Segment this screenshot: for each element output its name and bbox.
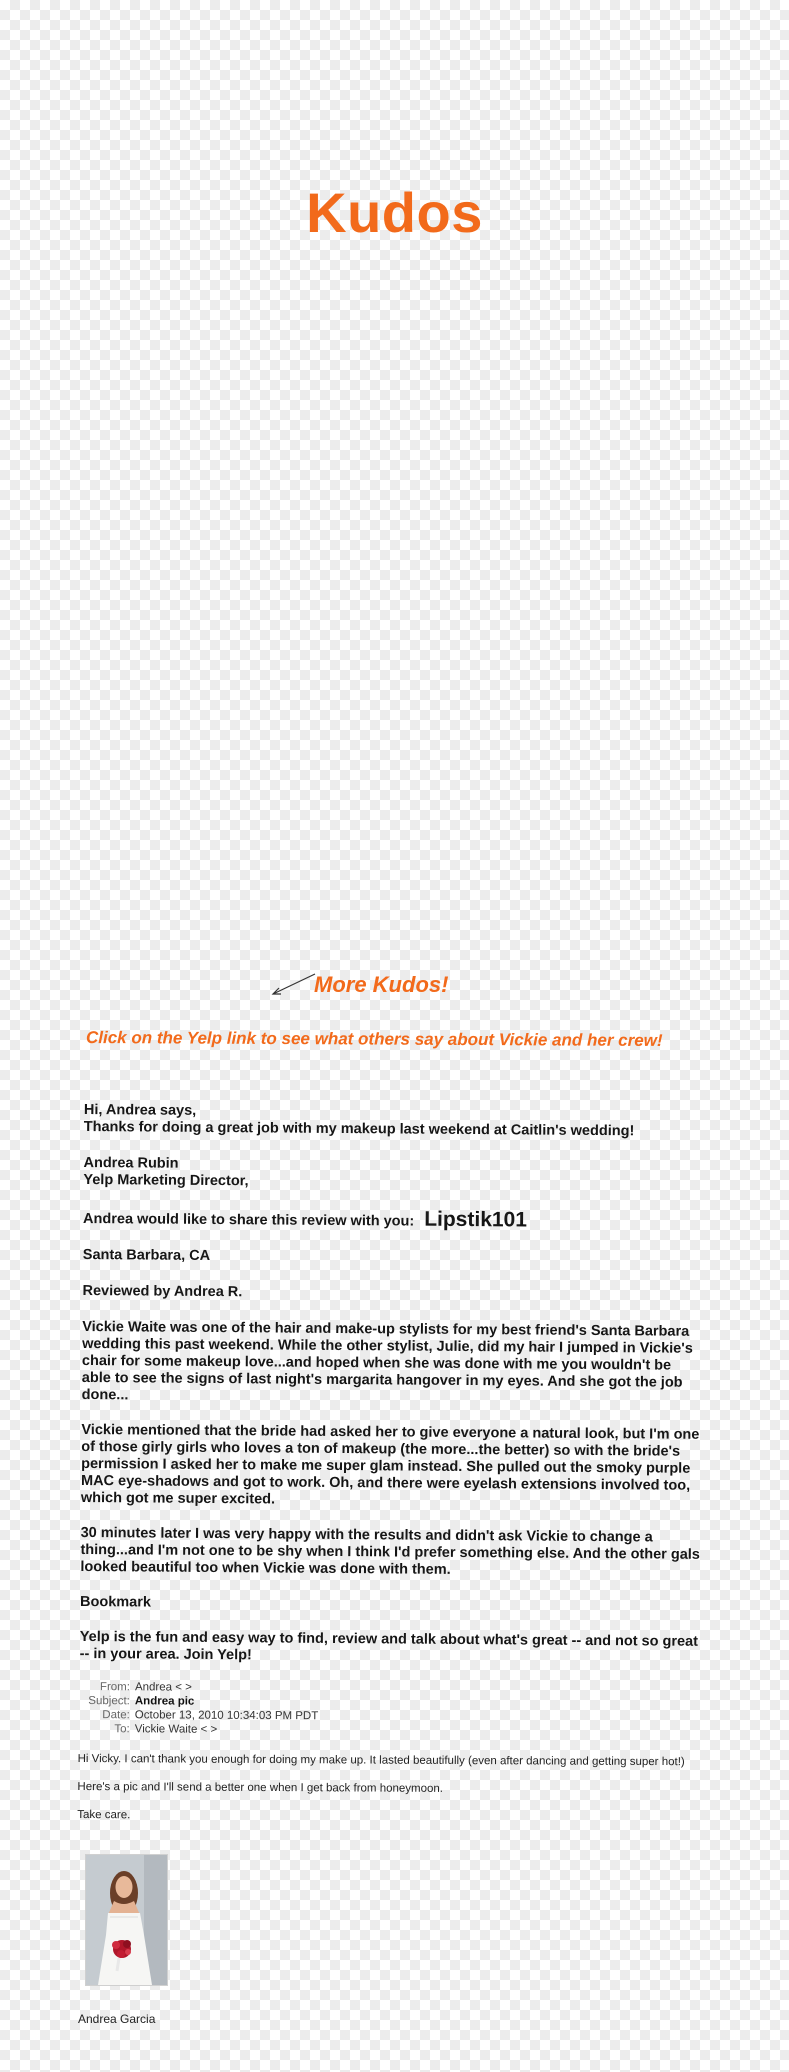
review-thanks: Thanks for doing a great job with my makeup last weekend at Caitlin's wedding! (83, 1118, 635, 1140)
yelp-promo: Yelp is the fun and easy way to find, review and talk about what's great -- and not so great -- in your area. Join Yelp! (79, 1628, 699, 1664)
page-title: Kudos (306, 181, 483, 244)
business-name: Lipstik101 (424, 1207, 528, 1232)
email-date-value: October 13, 2010 10:34:03 PM PDT (134, 1709, 319, 1723)
email-signature: Andrea Garcia (78, 2012, 156, 2026)
reviewed-by: Reviewed by Andrea R. (82, 1282, 243, 1301)
email-from-value: Andrea < > (134, 1681, 192, 1694)
bride-photo (85, 1854, 168, 1986)
bookmark-link[interactable]: Bookmark (80, 1593, 152, 1611)
email-subject-value: Andrea pic (134, 1695, 195, 1708)
sender-title: Yelp Marketing Director, (83, 1171, 249, 1190)
yelp-link[interactable]: Click on the Yelp link to see what others say about Vickie and her crew! (85, 1028, 663, 1051)
share-text: Andrea would like to share this review with you: (83, 1210, 415, 1230)
email-block (77, 1680, 718, 1825)
review-paragraph-2: Vickie mentioned that the bride had asked her to give everyone a natural look, but I'm one of those girly girls who loves a ton of makeup (the more...the better) so with the bride's permission I asked her to make me super glam instead. She pulled out the smoky purple MAC eye-shadows and got to work. Oh, and there were eyelash extensions involved too, which got me super excited. (80, 1421, 700, 1508)
email-body-1: Hi Vicky. I can't thank you enough for doing my make up. It lasted beautifully (even after dancing and getting super hot!) (77, 1752, 685, 1769)
email-subject-label: Subject: (88, 1695, 130, 1708)
email-to-label: To: (114, 1723, 130, 1736)
review-paragraph-3: 30 minutes later I was very happy with the results and didn't ask Vickie to change a thing...and I'm not one to be shy when I think I'd prefer something else. And the other gals looked beautiful too when Vickie was done with them. (80, 1524, 700, 1578)
arrow-icon (268, 970, 318, 1000)
email-body-3: Take care. (77, 1808, 131, 1822)
email-from-label: From: (99, 1681, 130, 1694)
email-date-label: Date: (102, 1709, 130, 1722)
sender-name: Andrea Rubin (83, 1154, 179, 1172)
business-location: Santa Barbara, CA (82, 1246, 211, 1264)
email-to-value: Vickie Waite < > (134, 1723, 218, 1736)
review-paragraph-1: Vickie Waite was one of the hair and make-up stylists for my best friend's Santa Barbara wedding this past weekend. While the other stylist, Julie, did my hair I jumped in Vickie's chair for some makeup love...and hoped when she was done with me you wouldn't be able to see the signs of last night's margarita hangover in my eyes. And she got the job done... (81, 1318, 693, 1404)
review-block (80, 1102, 704, 1668)
review-greeting: Hi, Andrea says, (83, 1102, 197, 1119)
more-kudos-heading: More Kudos! (314, 972, 449, 997)
email-body-2: Here's a pic and I'll send a better one when I get back from honeymoon. (77, 1780, 444, 1795)
